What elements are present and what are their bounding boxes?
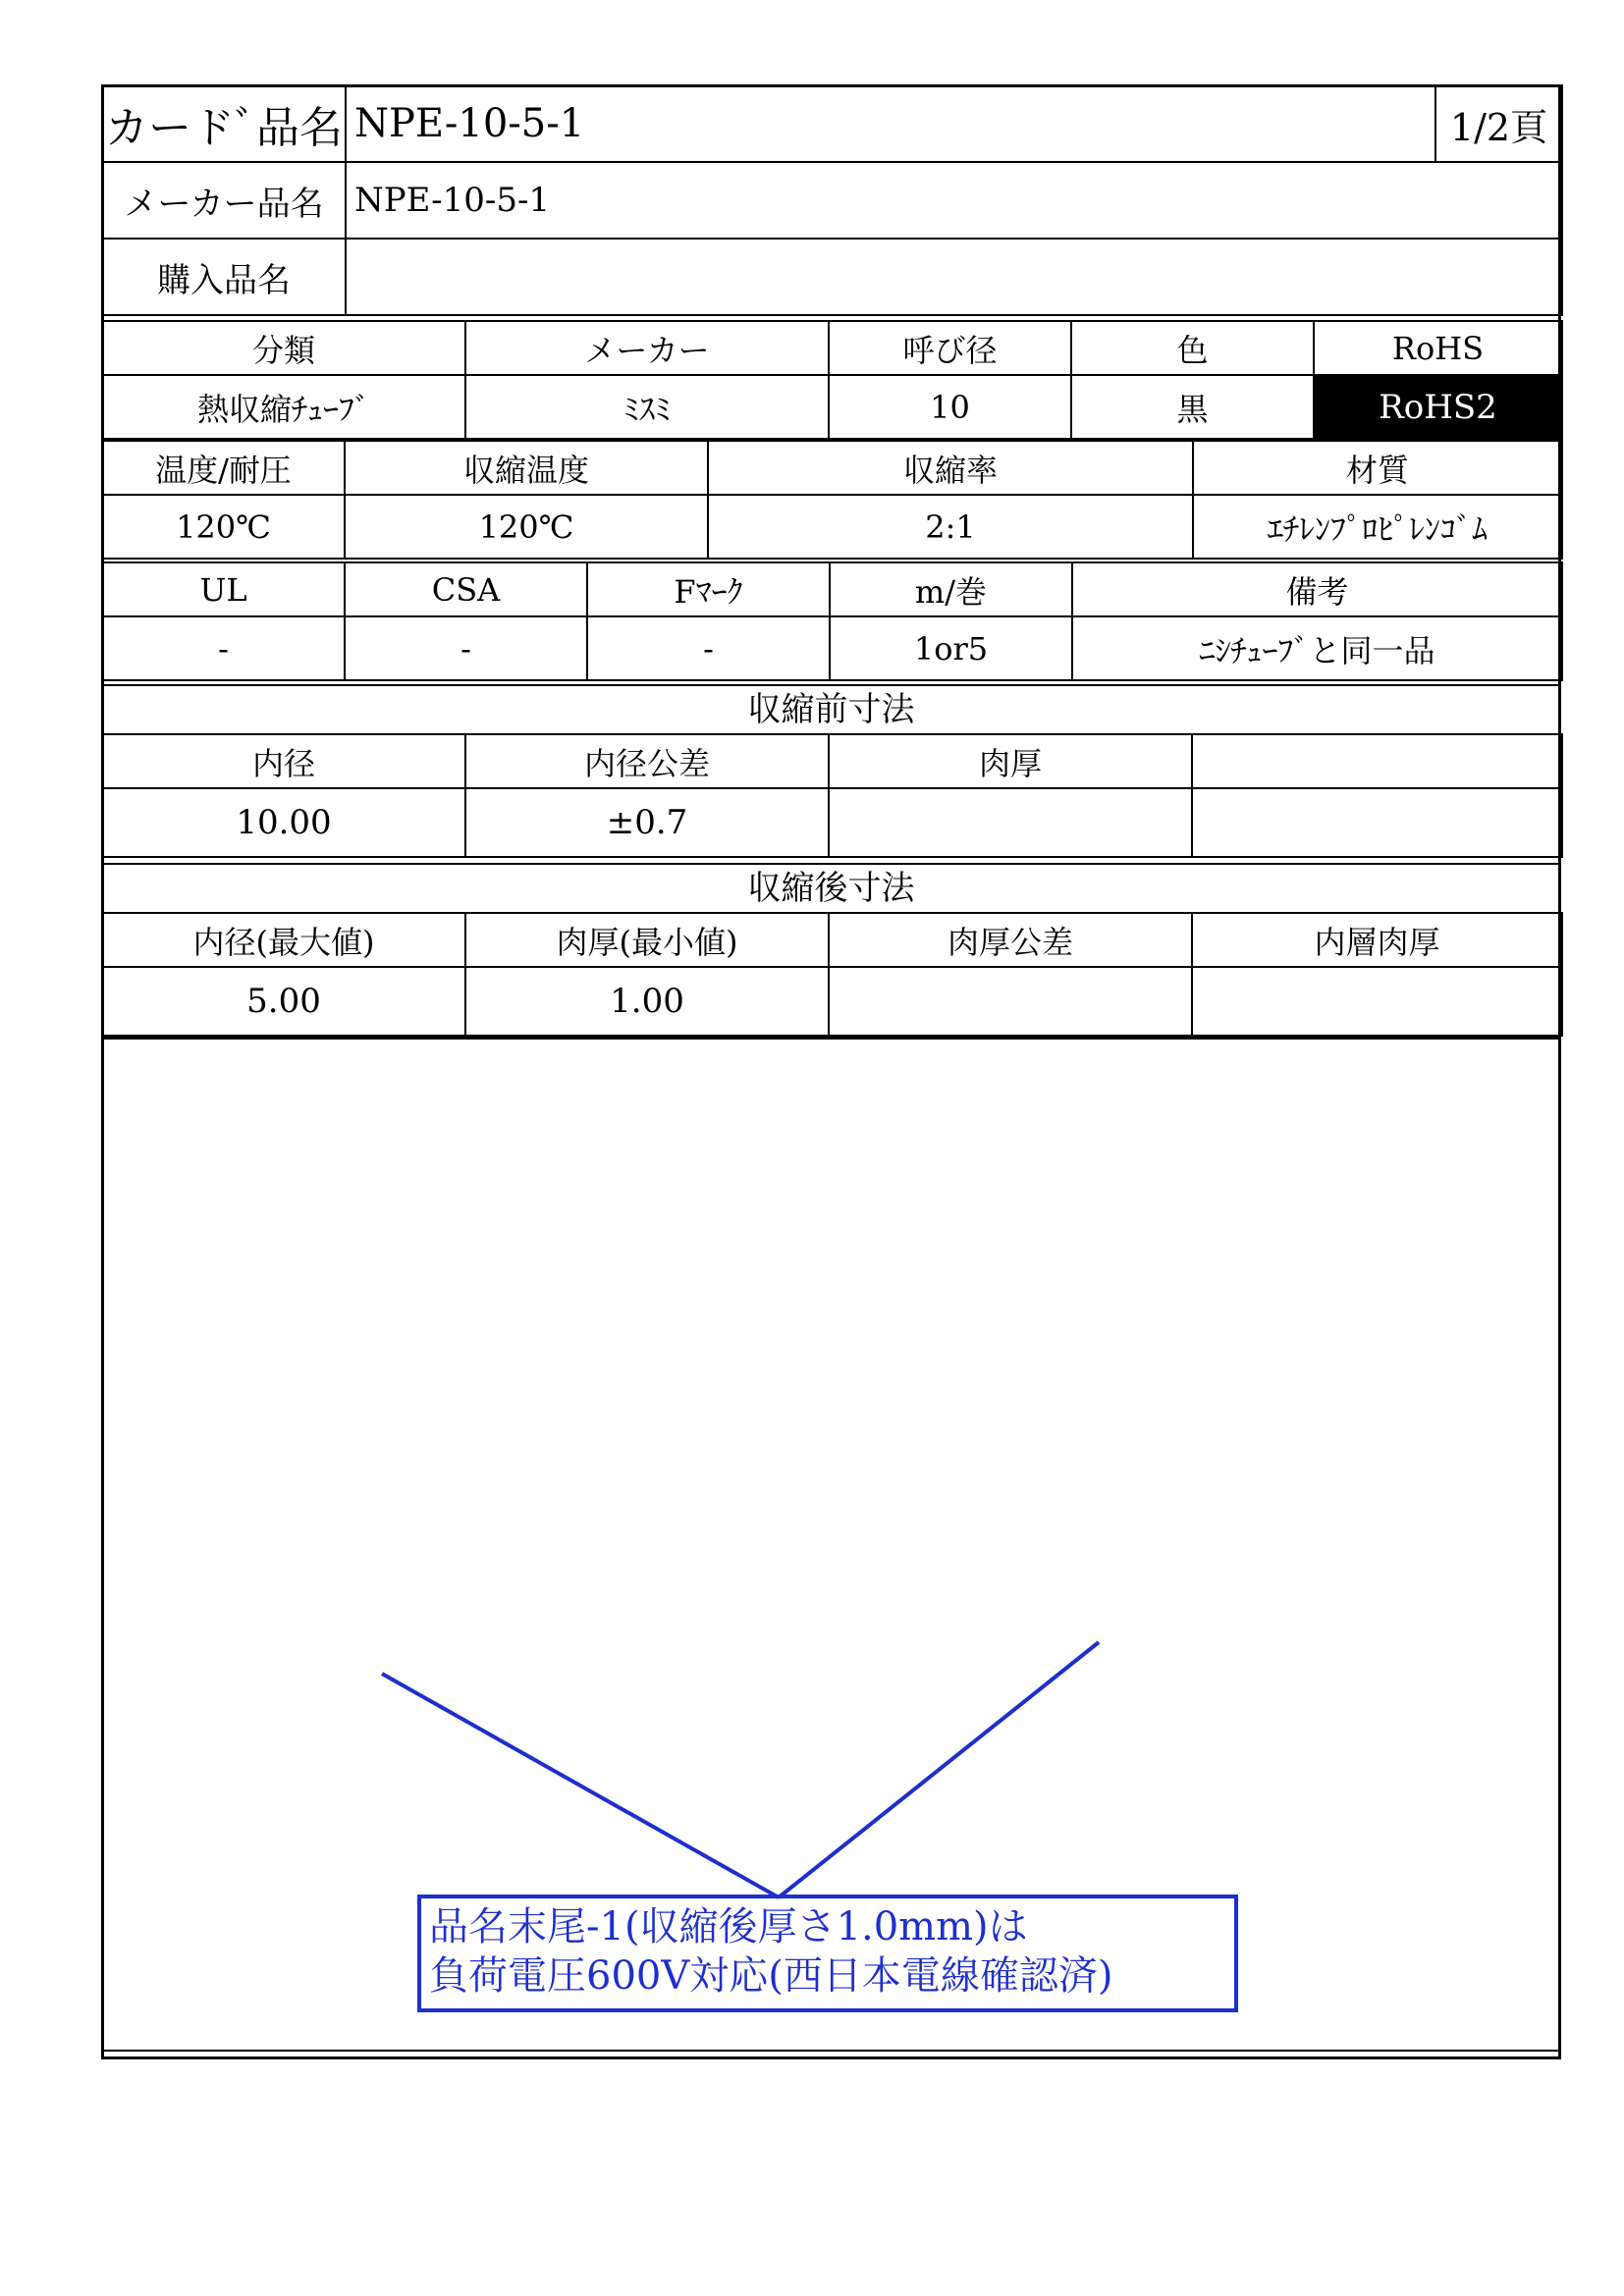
meters-per-roll-header: m/巻	[830, 562, 1072, 616]
csa-header: CSA	[345, 562, 587, 616]
properties-3-header-row	[102, 562, 1562, 616]
maker-header: メーカー	[465, 321, 829, 375]
rohs-header: RoHS	[1314, 321, 1562, 375]
card-name-label: カードﾞ品名	[102, 85, 346, 162]
annotation-line-2: 負荷電圧600V対応(西日本電線確認済)	[429, 1953, 1113, 1999]
post-inner-layer-thickness-value	[1192, 967, 1562, 1036]
bottom-border-line	[101, 2050, 1561, 2052]
annotation-line-1: 品名末尾-1(収縮後厚さ1.0mm)は	[429, 1904, 1028, 1949]
shrink-temp-value: 120℃	[345, 495, 708, 559]
properties-2-header-row	[102, 441, 1562, 495]
properties-1-header-row	[102, 321, 1562, 375]
pre-blank-value	[1192, 788, 1562, 857]
post-wall-thickness-tolerance-header: 肉厚公差	[829, 913, 1192, 967]
meters-per-roll-value: 1or5	[830, 616, 1072, 680]
csa-value: -	[345, 616, 587, 680]
shrink-ratio-header: 収縮率	[708, 441, 1193, 495]
pre-inner-diameter-tolerance-value: ±0.7	[465, 788, 829, 857]
header-table	[101, 84, 1563, 316]
rohs-value: RoHS2	[1314, 375, 1562, 439]
card-name-row	[102, 85, 1562, 162]
maker-name-value: NPE-10-5-1	[346, 162, 1562, 239]
f-mark-value: -	[587, 616, 830, 680]
nominal-size-header: 呼び径	[829, 321, 1071, 375]
pre-shrink-table	[101, 733, 1563, 858]
properties-2-value-row	[102, 495, 1562, 559]
annotation-note-box	[417, 1895, 1238, 2012]
temp-voltage-header: 温度/耐圧	[102, 441, 345, 495]
post-wall-thickness-min-value: 1.00	[465, 967, 829, 1036]
pre-inner-diameter-value: 10.00	[102, 788, 465, 857]
card-name-value: NPE-10-5-1	[346, 85, 1435, 162]
remarks-value: ﾆｼﾁｭｰﾌﾞと同一品	[1072, 616, 1562, 680]
pre-inner-diameter-header: 内径	[102, 734, 465, 788]
pre-shrink-value-row	[102, 788, 1562, 857]
shrink-temp-header: 収縮温度	[345, 441, 708, 495]
page-number: 1/2頁	[1435, 85, 1562, 162]
post-inner-layer-thickness-header: 内層肉厚	[1192, 913, 1562, 967]
pre-wall-thickness-value	[829, 788, 1192, 857]
shrink-ratio-value: 2:1	[708, 495, 1193, 559]
material-value: ｴﾁﾚﾝﾌﾟﾛﾋﾟﾚﾝｺﾞﾑ	[1193, 495, 1562, 559]
pre-inner-diameter-tolerance-header: 内径公差	[465, 734, 829, 788]
maker-name-row	[102, 162, 1562, 239]
properties-3-value-row	[102, 616, 1562, 680]
purchase-name-label: 購入品名	[102, 239, 346, 315]
properties-table-2	[101, 440, 1563, 560]
remarks-header: 備考	[1072, 562, 1562, 616]
post-wall-thickness-tolerance-value	[829, 967, 1192, 1036]
color-value: 黒	[1071, 375, 1314, 439]
purchase-name-row	[102, 239, 1562, 315]
maker-value: ﾐｽﾐ	[465, 375, 829, 439]
material-header: 材質	[1193, 441, 1562, 495]
post-inner-diameter-max-header: 内径(最大値)	[102, 913, 465, 967]
color-header: 色	[1071, 321, 1314, 375]
nominal-size-value: 10	[829, 375, 1071, 439]
properties-table-1	[101, 320, 1563, 440]
pre-blank-header	[1192, 734, 1562, 788]
post-inner-diameter-max-value: 5.00	[102, 967, 465, 1036]
properties-1-value-row	[102, 375, 1562, 439]
maker-name-label: メーカー品名	[102, 162, 346, 239]
post-shrink-title: 収縮後寸法	[101, 863, 1561, 914]
ul-header: UL	[102, 562, 345, 616]
pre-shrink-title: 収縮前寸法	[101, 684, 1561, 735]
temp-voltage-value: 120℃	[102, 495, 345, 559]
post-wall-thickness-min-header: 肉厚(最小値)	[465, 913, 829, 967]
post-shrink-value-row	[102, 967, 1562, 1036]
pre-shrink-header-row	[102, 734, 1562, 788]
purchase-name-value	[346, 239, 1562, 315]
f-mark-header: Fﾏｰｸ	[587, 562, 830, 616]
category-value: 熱収縮ﾁｭｰﾌﾞ	[102, 375, 465, 439]
post-shrink-table	[101, 912, 1563, 1037]
category-header: 分類	[102, 321, 465, 375]
post-shrink-header-row	[102, 913, 1562, 967]
ul-value: -	[102, 616, 345, 680]
pre-wall-thickness-header: 肉厚	[829, 734, 1192, 788]
properties-table-3	[101, 561, 1563, 681]
